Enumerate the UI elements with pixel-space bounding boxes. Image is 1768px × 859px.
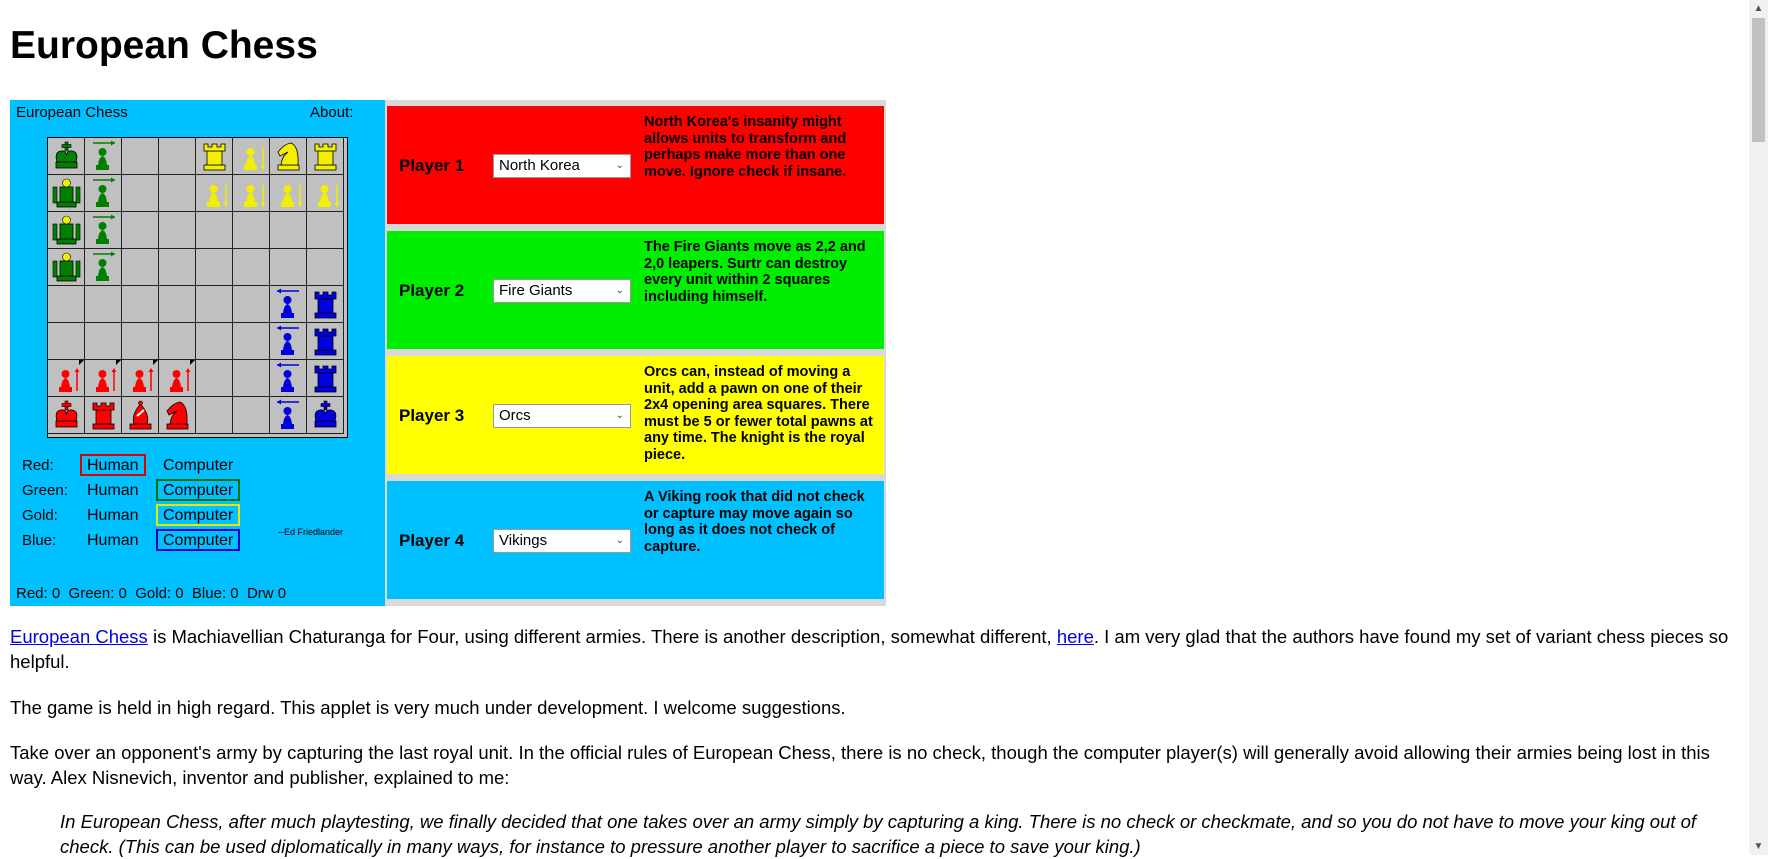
green-giant-piece[interactable] <box>48 175 85 212</box>
red-pawn-piece[interactable] <box>159 360 196 397</box>
gold-pawn-piece[interactable] <box>233 175 270 212</box>
board-square[interactable] <box>270 212 307 249</box>
red-pawn-piece[interactable] <box>85 360 122 397</box>
board-square[interactable] <box>196 323 233 360</box>
red-knight-piece[interactable] <box>159 397 196 434</box>
chevron-down-icon: ⌄ <box>615 160 624 171</box>
gold-rook-piece[interactable] <box>307 138 344 175</box>
board-square[interactable] <box>307 249 344 286</box>
board-square[interactable] <box>196 286 233 323</box>
player-panel-2 <box>387 231 884 349</box>
vertical-scrollbar[interactable] <box>1749 0 1768 855</box>
computer-option[interactable]: Computer <box>163 457 234 474</box>
blue-pawn-piece[interactable] <box>270 360 307 397</box>
chess-applet <box>10 100 886 606</box>
computer-option[interactable]: Computer <box>156 504 240 526</box>
green-king-piece[interactable] <box>48 138 85 175</box>
army-select-value: Orcs <box>499 407 531 424</box>
army-select[interactable] <box>493 404 631 428</box>
board-square[interactable] <box>159 323 196 360</box>
board-panel <box>10 100 385 606</box>
green-pawn-piece[interactable] <box>85 175 122 212</box>
red-rook-piece[interactable] <box>85 397 122 434</box>
player-panel-4 <box>387 481 884 599</box>
army-select-value: Fire Giants <box>499 282 573 299</box>
board-square[interactable] <box>159 175 196 212</box>
board-square[interactable] <box>159 249 196 286</box>
applet-title: European Chess <box>16 104 128 121</box>
blue-rook-piece[interactable] <box>307 360 344 397</box>
gold-knight-piece[interactable] <box>270 138 307 175</box>
board-square[interactable] <box>122 249 159 286</box>
inventor-quote: In European Chess, after much playtesting, we finally decided that one takes over an army simply by capturing a king. There is no check or checkmate, and so you do not have to move your king out of check. (This can be used diplomatically in many ways, for instance to pressure another player to sacrifice a piece to save your king.) <box>60 811 1697 857</box>
blue-king-piece[interactable] <box>307 397 344 434</box>
army-description: The Fire Giants move as 2,2 and 2,0 leapers. Surtr can destroy every unit within 2 squares including himself. <box>644 239 866 305</box>
board-square[interactable] <box>85 323 122 360</box>
army-select[interactable] <box>493 279 631 303</box>
green-giant-piece[interactable] <box>48 212 85 249</box>
board-square[interactable] <box>122 212 159 249</box>
board-square[interactable] <box>48 323 85 360</box>
control-color-label: Red: <box>22 457 54 474</box>
green-pawn-piece[interactable] <box>85 249 122 286</box>
control-color-label: Gold: <box>22 507 58 524</box>
gold-pawn-piece[interactable] <box>270 175 307 212</box>
army-select[interactable] <box>493 529 631 553</box>
gold-rook-piece[interactable] <box>196 138 233 175</box>
army-select-value: Vikings <box>499 532 548 549</box>
blue-rook-piece[interactable] <box>307 323 344 360</box>
control-color-label: Green: <box>22 482 68 499</box>
intro-paragraph: European Chess is Machiavellian Chaturanga for Four, using different armies. There is another description, somewhat different, here. I am very glad that the authors have found my set of variant chess pieces so helpful. <box>10 626 1729 672</box>
board-square[interactable] <box>122 323 159 360</box>
board-square[interactable] <box>233 397 270 434</box>
player-panel-3 <box>387 356 884 474</box>
european-chess-link[interactable]: European Chess <box>10 626 148 647</box>
red-pawn-piece[interactable] <box>48 360 85 397</box>
army-select-value: North Korea <box>499 157 580 174</box>
here-link[interactable]: here <box>1056 626 1094 647</box>
board-square[interactable] <box>85 286 122 323</box>
human-option[interactable]: Human <box>87 507 139 524</box>
board-square[interactable] <box>159 286 196 323</box>
score-line: Red: 0 Green: 0 Gold: 0 Blue: 0 Drw 0 <box>16 585 287 602</box>
regard-paragraph: The game is held in high regard. This applet is very much under development. I welcome suggestions. <box>10 697 846 718</box>
green-pawn-piece[interactable] <box>85 212 122 249</box>
player-label: Player 1 <box>399 156 465 175</box>
red-bishop-piece[interactable] <box>122 397 159 434</box>
board-square[interactable] <box>233 323 270 360</box>
board-square[interactable] <box>233 360 270 397</box>
board-square[interactable] <box>122 286 159 323</box>
blue-pawn-piece[interactable] <box>270 286 307 323</box>
board-square[interactable] <box>270 249 307 286</box>
scroll-up-icon[interactable]: ▲ <box>1753 3 1764 14</box>
army-description: North Korea's insanity might allows units to transform and perhaps make more than one move. Ignore check if insane. <box>644 114 847 180</box>
board-square[interactable] <box>196 397 233 434</box>
chevron-down-icon: ⌄ <box>615 535 624 546</box>
army-description: Orcs can, instead of moving a unit, add a pawn on one of their 2x4 opening area squares. There must be 5 or fewer total pawns at any time. The knight is the royal piece. <box>644 364 873 463</box>
blue-pawn-piece[interactable] <box>270 397 307 434</box>
board-square[interactable] <box>122 175 159 212</box>
player-label: Player 4 <box>399 531 465 550</box>
page-title: European Chess <box>10 24 318 67</box>
gold-pawn-piece[interactable] <box>196 175 233 212</box>
board-square[interactable] <box>233 212 270 249</box>
green-pawn-piece[interactable] <box>85 138 122 175</box>
board-square[interactable] <box>233 286 270 323</box>
human-option[interactable]: Human <box>80 454 146 476</box>
board-square[interactable] <box>196 360 233 397</box>
about-link[interactable]: About: <box>310 104 354 121</box>
board-square[interactable] <box>159 212 196 249</box>
board-square[interactable] <box>159 138 196 175</box>
human-option[interactable]: Human <box>87 482 139 499</box>
scroll-down-icon[interactable]: ▼ <box>1753 841 1764 852</box>
control-color-label: Blue: <box>22 532 57 549</box>
gold-pawn-piece[interactable] <box>307 175 344 212</box>
author-signature: --Ed Friedlander <box>278 527 344 537</box>
computer-option[interactable]: Computer <box>156 479 240 501</box>
board-square[interactable] <box>122 138 159 175</box>
board-square[interactable] <box>307 212 344 249</box>
chess-board[interactable] <box>47 137 348 438</box>
army-description: A Viking rook that did not check or capture may move again so long as it does not check of capture. <box>644 489 865 555</box>
red-pawn-piece[interactable] <box>122 360 159 397</box>
board-square[interactable] <box>233 249 270 286</box>
gold-pawn-piece[interactable] <box>233 138 270 175</box>
blue-rook-piece[interactable] <box>307 286 344 323</box>
board-square[interactable] <box>196 249 233 286</box>
green-giant-piece[interactable] <box>48 249 85 286</box>
player-label: Player 3 <box>399 406 465 425</box>
player-panel-1 <box>387 106 884 224</box>
red-king-piece[interactable] <box>48 397 85 434</box>
player-label: Player 2 <box>399 281 465 300</box>
computer-option[interactable]: Computer <box>156 529 240 551</box>
board-square[interactable] <box>48 286 85 323</box>
chevron-down-icon: ⌄ <box>615 285 624 296</box>
board-square[interactable] <box>196 212 233 249</box>
blue-pawn-piece[interactable] <box>270 323 307 360</box>
rules-paragraph: Take over an opponent's army by capturing the last royal unit. In the official rules of European Chess, there is no check, though the computer player(s) will generally avoid allowing their armies being lost in this way. Alex Nisnevich, inventor and publisher, explained to me: <box>10 742 1710 788</box>
scrollbar-thumb[interactable] <box>1752 18 1765 142</box>
army-select[interactable] <box>493 154 631 178</box>
human-option[interactable]: Human <box>87 532 139 549</box>
chevron-down-icon: ⌄ <box>615 410 624 421</box>
